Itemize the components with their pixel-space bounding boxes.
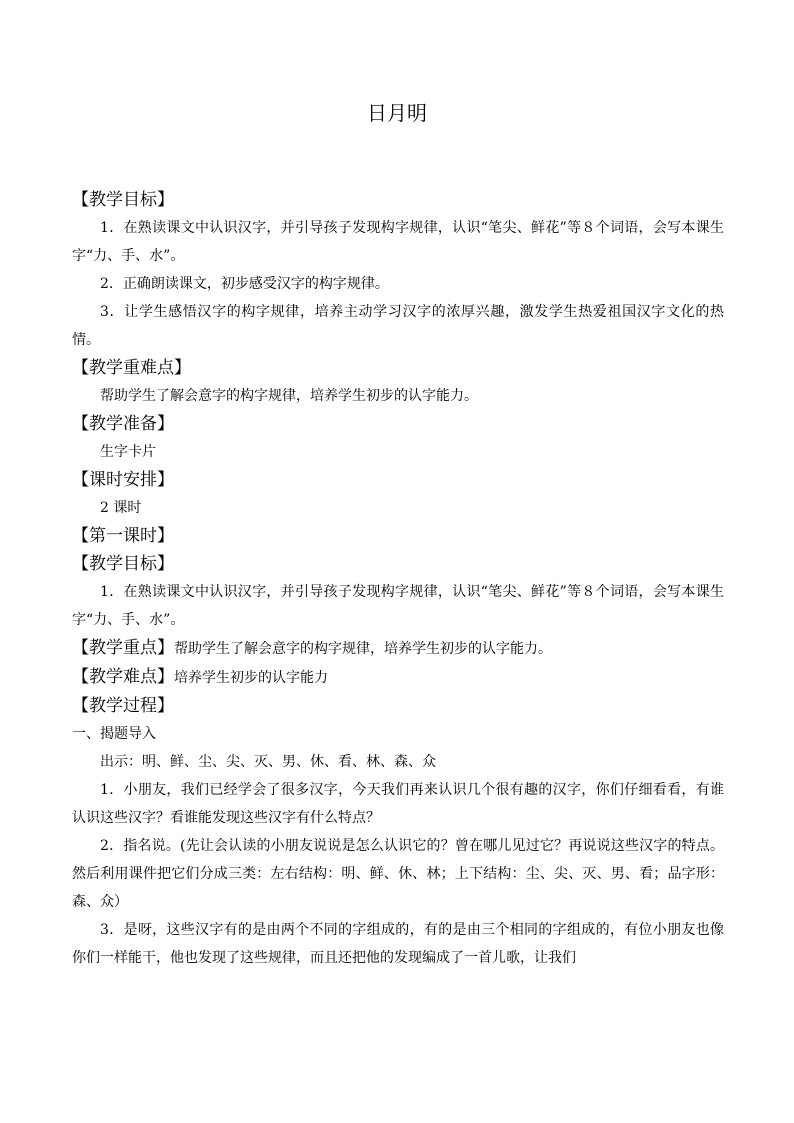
difficulties-text: 培养学生初步的认字能力	[174, 670, 328, 686]
section-heading-difficulties: 【教学难点】	[72, 667, 174, 687]
paragraph: 1．小朋友，我们已经学会了很多汉字，今天我们再来认识几个很有趣的汉字，你们仔细看看，有谁认识这些汉字？看谁能发现这些汉字有什么特点？	[72, 782, 724, 826]
subheading: 一、揭题导入	[72, 726, 156, 742]
paragraph: 帮助学生了解会意字的构字规律，培养学生初步的认字能力。	[100, 388, 478, 404]
paragraph: 出示：明、鲜、尘、尖、灭、男、休、看、林、森、众	[100, 754, 436, 770]
section-heading-objectives-2: 【教学目标】	[72, 554, 174, 574]
section-heading-key-points: 【教学重点】	[72, 638, 174, 658]
key-points-line	[72, 634, 724, 663]
difficulties-line	[72, 663, 724, 692]
page-title: 日月明	[367, 101, 427, 125]
section-heading-first-lesson: 【第一课时】	[72, 526, 174, 546]
paragraph: 2．正确朗读课文，初步感受汉字的构字规律。	[100, 276, 389, 292]
paragraph: 3．是呀，这些汉字有的是由两个不同的字组成的，有的是由三个相同的字组成的，有位小朋友也像你们一样能干，他也发现了这些规律，而且还把他的发现编成了一首儿歌，让我们	[72, 922, 724, 966]
paragraph: 1．在熟读课文中认识汉字，并引导孩子发现构字规律，认识“笔尖、鲜花”等８个词语，会写本课生字“力、手、水”。	[72, 584, 724, 628]
section-heading-objectives: 【教学目标】	[72, 190, 174, 210]
paragraph: 2．指名说。(先让会认读的小朋友说说是怎么认识它的？曾在哪儿见过它？再说说这些汉字的特点。然后利用课件把它们分成三类：左右结构：明、鲜、休、林；上下结构：尘、尖、灭、男、看；品字形：森、众）	[72, 838, 724, 910]
document-body	[72, 186, 724, 972]
section-heading-schedule: 【课时安排】	[72, 470, 174, 490]
section-heading-preparation: 【教学准备】	[72, 414, 174, 434]
paragraph: 3．让学生感悟汉字的构字规律，培养主动学习汉字的浓厚兴趣，激发学生热爱祖国汉字文化的热情。	[72, 304, 724, 348]
paragraph: 生字卡片	[100, 444, 156, 460]
key-points-text: 帮助学生了解会意字的构字规律，培养学生初步的认字能力。	[174, 641, 552, 657]
section-heading-process: 【教学过程】	[72, 696, 174, 716]
section-heading-key-difficulties: 【教学重难点】	[72, 358, 191, 378]
paragraph: 1．在熟读课文中认识汉字，并引导孩子发现构字规律，认识“笔尖、鲜花”等８个词语，会写本课生字“力、手、水”。	[72, 220, 724, 264]
paragraph: 2 课时	[100, 500, 142, 516]
